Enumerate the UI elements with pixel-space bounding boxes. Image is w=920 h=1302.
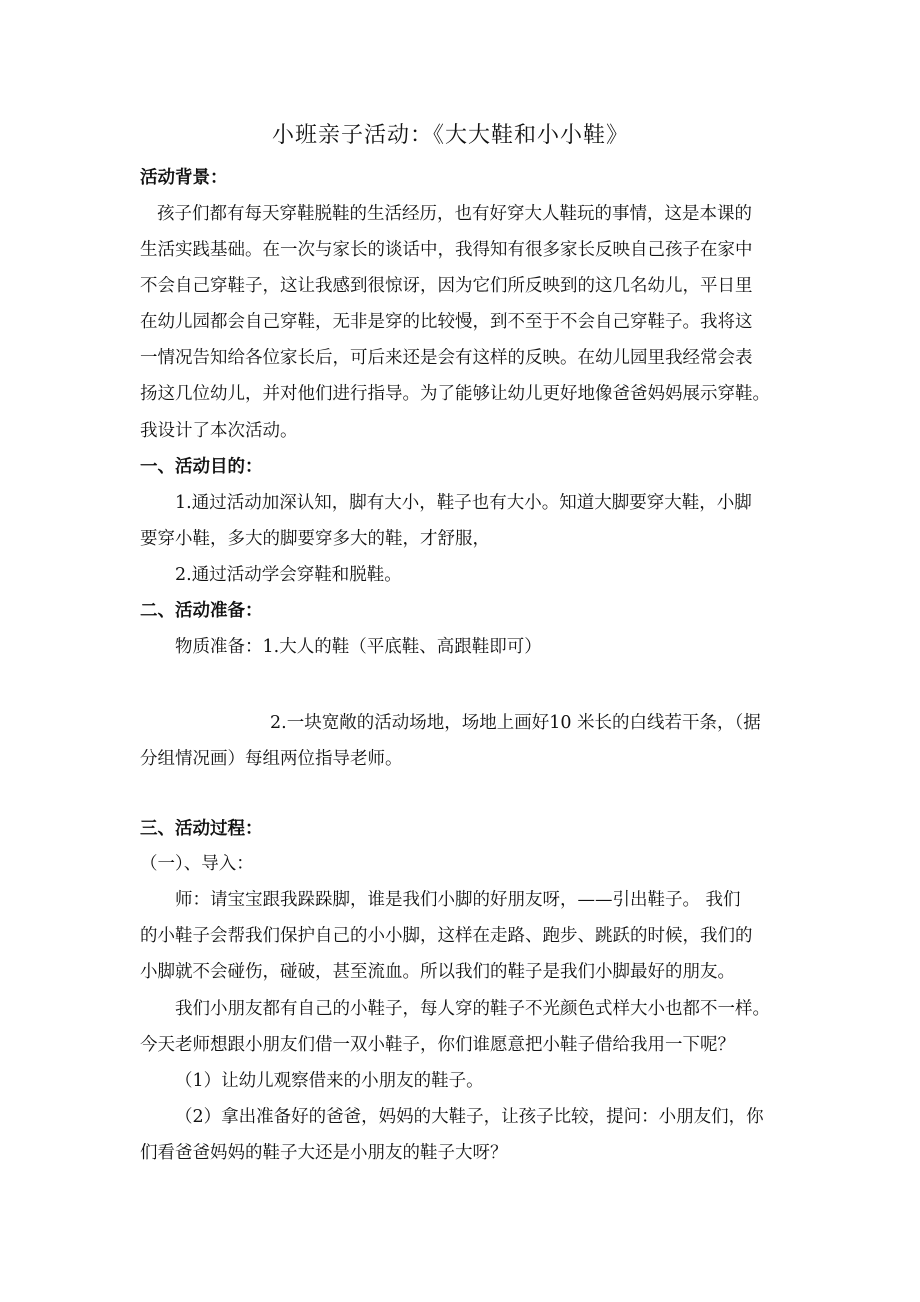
- process-line: 们看爸爸妈妈的鞋子大还是小朋友的鞋子大呀？: [140, 1143, 508, 1163]
- process-line: 的小鞋子会帮我们保护自己的小小脚，这样在走路、跑步、跳跃的时候，我们的: [140, 926, 753, 946]
- process-subheading: （一）、导入：: [140, 854, 254, 874]
- process-line: 师：请宝宝跟我跺跺脚，谁是我们小脚的好朋友呀，——引出鞋子。 我们: [175, 890, 741, 910]
- process-line: 我们小朋友都有自己的小鞋子，每人穿的鞋子不光颜色式样大小也都不一样。: [175, 999, 770, 1019]
- process-line: （2）拿出准备好的爸爸，妈妈的大鞋子，让孩子比较，提问：小朋友们，你: [175, 1107, 764, 1127]
- background-line: 不会自己穿鞋子，这让我感到很惊讶，因为它们所反映到的这几名幼儿，平日里: [140, 276, 753, 296]
- goals-line: 要穿小鞋，多大的脚要穿多大的鞋，才舒服，: [140, 529, 490, 549]
- background-line: 孩子们都有每天穿鞋脱鞋的生活经历，也有好穿大人鞋玩的事情，这是本课的: [157, 204, 752, 224]
- prep-line: 2.一块宽敞的活动场地，场地上画好10 米长的白线若干条，（据: [270, 713, 761, 733]
- prep-line: 分组情况画）每组两位指导老师。: [140, 749, 403, 769]
- process-heading: 三、活动过程：: [140, 819, 263, 839]
- goals-line: 1.通过活动加深认知，脚有大小，鞋子也有大小。知道大脚要穿大鞋，小脚: [175, 493, 752, 513]
- background-line: 扬这几位幼儿，并对他们进行指导。为了能够让幼儿更好地像爸爸妈妈展示穿鞋。: [140, 384, 770, 404]
- document-title: 小班亲子活动：《大大鞋和小小鞋》: [272, 123, 630, 148]
- background-line: 一情况告知给各位家长后，可后来还是会有这样的反映。在幼儿园里我经常会表: [140, 348, 753, 368]
- background-heading: 活动背景：: [140, 168, 228, 188]
- process-line: 小脚就不会碰伤，碰破，甚至流血。所以我们的鞋子是我们小脚最好的朋友。: [140, 962, 735, 982]
- process-line: 今天老师想跟小朋友们借一双小鞋子，你们谁愿意把小鞋子借给我用一下呢？: [140, 1035, 735, 1055]
- background-line: 生活实践基础。在一次与家长的谈话中，我得知有很多家长反映自己孩子在家中: [140, 240, 753, 260]
- goals-heading: 一、活动目的：: [140, 457, 263, 477]
- process-line: （1）让幼儿观察借来的小朋友的鞋子。: [175, 1071, 484, 1091]
- background-line: 在幼儿园都会自己穿鞋，无非是穿的比较慢，到不至于不会自己穿鞋子。我将这: [140, 312, 753, 332]
- goals-line: 2.通过活动学会穿鞋和脱鞋。: [175, 565, 402, 585]
- background-line: 我设计了本次活动。: [140, 421, 298, 441]
- prep-line: 物质准备：1.大人的鞋（平底鞋、高跟鞋即可）: [175, 637, 542, 657]
- prep-heading: 二、活动准备：: [140, 601, 263, 621]
